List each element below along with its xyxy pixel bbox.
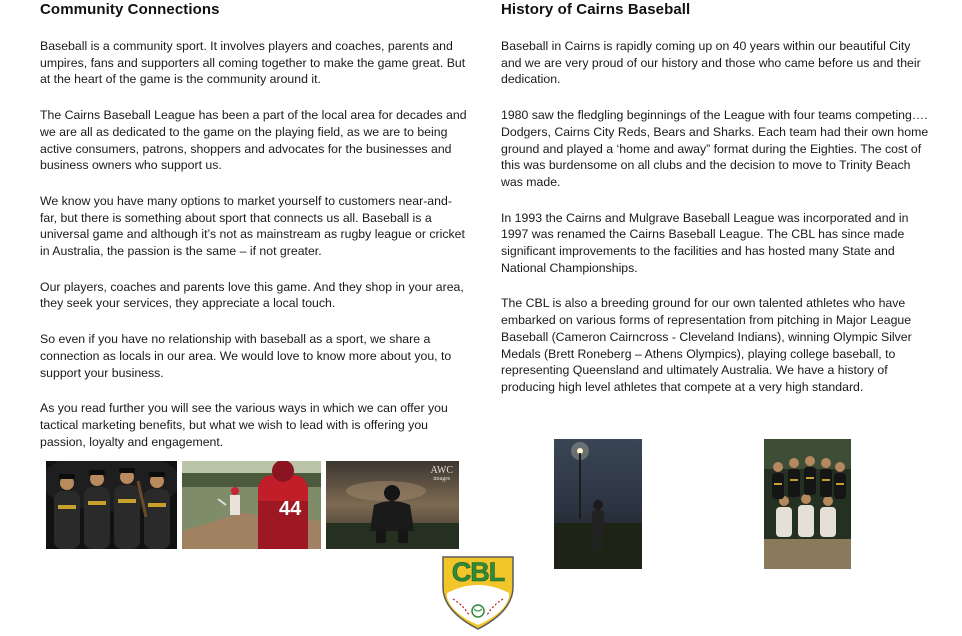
cbl-logo-text: CBL <box>451 557 505 587</box>
team-players-photo <box>46 461 177 549</box>
history-paragraph-1: Baseball in Cairns is rapidly coming up on 40 years within our beautiful City and we are very proud of our history and those who came before us and their dedication. <box>501 39 921 87</box>
community-connections-column <box>40 0 468 450</box>
history-heading: History of Cairns Baseball <box>501 1 691 18</box>
batter-photo <box>182 461 321 549</box>
community-paragraph-1: Baseball is a community sport. It involves players and coaches, parents and umpires, fans and supporters all coming together to make the game great. But at the heart of the game is the community around it. <box>40 39 466 87</box>
youth-team-photo <box>764 439 851 569</box>
community-paragraph-5: So even if you have no relationship with baseball as a sport, we share a connection as locals in our area. We would love to know more about you, to support your business. <box>40 332 452 380</box>
history-column <box>501 0 931 396</box>
community-paragraph-6: As you read further you will see the various ways in which we can offer you tactical marketing benefits, but what we wish to lead with is offering you passion, loyalty and engagement. <box>40 401 448 449</box>
community-connections-heading: Community Connections <box>40 1 220 18</box>
history-paragraph-4: The CBL is also a breeding ground for our own talented athletes who have embarked on various forms of representation from pitching in Major League Baseball (Cameron Cairncross - Cleveland Indians), winning Olympic Silver Medals (Brett Roneberg – Athens Olympics), playing college baseball, to representing Queensland and ultimately Australia. We have a history of producing high level athletes that compete at a very high standard. <box>501 296 912 394</box>
cbl-logo <box>439 553 517 631</box>
community-paragraph-2: The Cairns Baseball League has been a part of the local area for decades and we are all as dedicated to the game on the playing field, as we are to being active consumers, patrons, shoppers and advocates for the businesses and business owners who support us. <box>40 108 467 173</box>
history-paragraph-2: 1980 saw the fledgling beginnings of the League with four teams competing…. Dodgers, Cairns City Reds, Bears and Sharks. Each team had their own home ground and played a ‘home and away” format during the Eighties. The cost of this was burdensome on all clubs and the decision to move to Trinity Beach was made. <box>501 108 929 189</box>
batter-jersey-number: 44 <box>279 498 302 520</box>
community-paragraph-4: Our players, coaches and parents love this game. And they shop in your area, they seek your services, they appreciate a local touch. <box>40 279 464 311</box>
history-paragraph-3: In 1993 the Cairns and Mulgrave Baseball League was incorporated and in 1997 was renamed the Cairns Baseball League. The CBL has since made significant improvements to the facilities and has hosted many State and National Championships. <box>501 210 909 275</box>
community-paragraph-3: We know you have many options to market yourself to customers near-and-far, but there is something about sport that connects us all. Baseball is a universal game and although it’s not as mainstream as rugby league or cricket in Australia, the passion is the same – if not greater. <box>40 193 465 259</box>
night-field-photo <box>554 439 642 569</box>
umpire-photo <box>326 461 459 549</box>
umpire-photo-watermark: AWC images <box>430 465 453 482</box>
